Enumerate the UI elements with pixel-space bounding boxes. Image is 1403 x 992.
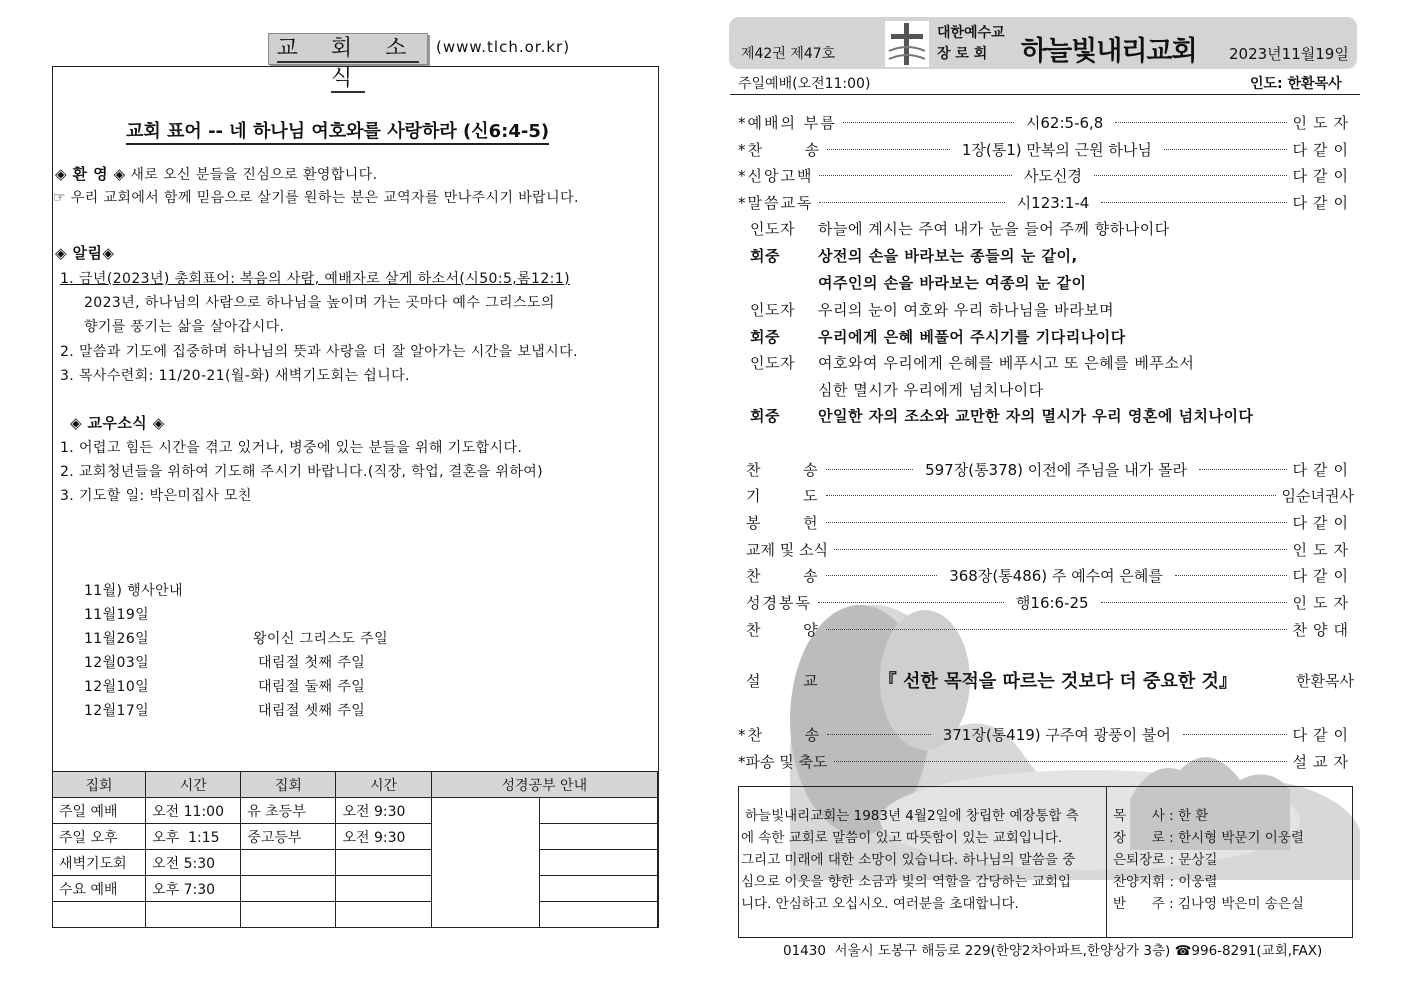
reading-who: 회중 (750, 407, 780, 425)
reading-line: 안일한 자의 조소와 교만한 자의 멸시가 우리 영혼에 넘치나이다 (818, 407, 1254, 425)
reading-line: 여호와여 우리에게 은혜를 베푸시고 또 은혜를 베푸소서 (818, 354, 1195, 372)
order-person: 다같이 (1292, 566, 1355, 585)
table-row (53, 798, 658, 824)
news-title: 교 회 소 식 (268, 33, 428, 65)
table-cell: 오전 9:30 (336, 798, 431, 824)
notice-item: 2. 말씀과 기도에 집중하며 하나님의 뜻과 사랑을 더 잘 알아가는 시간을 보냅시다. (60, 344, 578, 360)
church-info-box (738, 786, 1353, 938)
sermon-row (746, 669, 1354, 691)
order-item (746, 618, 1354, 640)
intro-line: 심으로 이웃을 향한 소금과 빛의 역할을 감당하는 교회입 (741, 874, 1071, 890)
staff-line: 장 로 : 한시형 박문기 이웅렬 (1113, 830, 1304, 846)
order-person: 다같이 (1292, 166, 1355, 185)
table-header-row (53, 772, 658, 798)
table-cell: 수요 예배 (53, 876, 146, 902)
church-name: 하늘빛내리교회 (1021, 36, 1197, 67)
members-item: 1. 어렵고 힘든 시간을 겪고 있거나, 병중에 있는 분들을 위해 기도합시다. (60, 440, 523, 456)
table-cell (241, 902, 336, 928)
order-label: *신앙고백 (738, 166, 814, 185)
table-row (53, 876, 658, 902)
members-heading: ◈ 교우소식 ◈ (70, 414, 165, 432)
info-divider (1106, 787, 1107, 937)
order-label: *예배의 부름 (738, 113, 837, 132)
table-header: 시간 (336, 772, 431, 798)
table-cell: 중고등부 (241, 824, 336, 850)
staff-line: 찬양지휘 : 이웅렬 (1113, 874, 1218, 890)
table-header: 성경공부 안내 (431, 772, 657, 798)
church-motto: 교회 표어 -- 네 하나님 여호와를 사랑하라 (신6:4-5) (126, 117, 549, 145)
reading-line: 상전의 손을 바라보는 종들의 눈 같이, (818, 247, 1078, 265)
order-person: 찬양대 (1292, 620, 1354, 639)
order-person: 인도자 (1292, 540, 1354, 559)
table-header: 집회 (53, 772, 146, 798)
order-label: 성경봉독 (746, 593, 812, 612)
event-name: 대림절 둘째 주일 (258, 679, 366, 695)
order-item (746, 458, 1354, 480)
order-person: 인도자 (1292, 113, 1354, 132)
event-date: 12월10일 (84, 679, 150, 695)
table-cell (336, 876, 431, 902)
reading-line: 우리의 눈이 여호와 우리 하나님을 바라보며 (818, 301, 1115, 319)
table-cell (241, 876, 336, 902)
table-cell (539, 824, 657, 850)
reading-who: 회중 (750, 247, 780, 265)
event-date: 11월26일 (84, 631, 150, 647)
order-person: 인도자 (1292, 593, 1355, 612)
order-person: 다같이 (1292, 725, 1354, 744)
order-person: 다같이 (1292, 193, 1355, 212)
service-leader: 인도: 한환목사 (1250, 76, 1342, 92)
notice-item: 3. 목사수련회: 11/20-21(월-화) 새벽기도회는 쉽니다. (60, 368, 410, 384)
table-cell: 오전 11:00 (146, 798, 241, 824)
staff-line: 은퇴장로 : 문상길 (1113, 852, 1218, 868)
table-header: 집회 (241, 772, 336, 798)
table-row (53, 824, 658, 850)
intro-line: 에 속한 교회로 말씀이 있고 따뜻함이 있는 교회입니다. (741, 830, 1063, 846)
reading-who: 회중 (750, 328, 780, 346)
notice-item: 향기를 풍기는 삶을 살아갑시다. (84, 319, 285, 335)
event-name: 대림절 첫째 주일 (258, 655, 366, 671)
sermon-label: 설 교 (746, 671, 820, 690)
denomination-line: 장 로 회 (937, 46, 988, 62)
church-url[interactable]: (www.tlch.or.kr) (436, 38, 571, 56)
order-detail: 371장(통419) 구주여 광풍이 불어 (942, 725, 1171, 744)
order-detail: 시62:5-6,8 (1025, 113, 1104, 132)
order-person: 다같이 (1292, 140, 1355, 159)
table-cell (241, 850, 336, 876)
table-cell (336, 850, 431, 876)
order-item (746, 538, 1354, 560)
reading-who: 인도자 (750, 301, 795, 319)
notice-item: 1. 금년(2023년) 총회표어: 복음의 사람, 예배자로 살게 하소서(시50:5,롬12:1) (60, 271, 570, 287)
order-item (738, 111, 1354, 133)
table-cell (539, 798, 657, 824)
order-detail: 사도신경 (1024, 166, 1082, 185)
order-label: 찬 송 (746, 566, 820, 585)
order-item (738, 723, 1354, 745)
table-cell: 오전 5:30 (146, 850, 241, 876)
order-detail: 597장(통378) 이전에 주님을 내가 몰라 (925, 460, 1188, 479)
event-date: 12월17일 (84, 703, 150, 719)
sermon-preacher: 한환목사 (1296, 671, 1354, 690)
event-name: 대림절 셋째 주일 (258, 703, 366, 719)
reading-who: 인도자 (750, 220, 795, 238)
order-item (738, 750, 1354, 772)
order-label: *찬 송 (738, 725, 822, 744)
order-detail: 행16:6-25 (1015, 593, 1089, 612)
intro-line: 그리고 미래에 대한 소망이 있습니다. 하나님의 말씀을 중 (741, 852, 1076, 868)
table-cell (539, 902, 657, 928)
order-person: 다같이 (1292, 460, 1354, 479)
intro-line: 하늘빛내리교회는 1983년 4월2일에 창립한 예장통합 측 (745, 808, 1079, 824)
order-detail: 1장(통1) 만복의 근원 하나님 (961, 140, 1152, 159)
order-person: 다같이 (1292, 513, 1354, 532)
reading-who: 인도자 (750, 354, 795, 372)
order-person: 설교자 (1292, 752, 1354, 771)
welcome-text: 새로 오신 분들을 진심으로 환영합니다. (130, 167, 378, 183)
order-label: 봉 헌 (746, 513, 820, 532)
service-name: 주일예배(오전11:00) (738, 76, 871, 92)
volume-number: 제42권 제47호 (741, 46, 836, 62)
denomination-line: 대한예수교 (937, 25, 1005, 41)
notice-item: 2023년, 하나님의 사람으로 하나님을 높이며 가는 곳마다 예수 그리스도의 (84, 295, 555, 311)
order-detail: 368장(통486) 주 예수여 은혜를 (949, 566, 1163, 585)
welcome-heading: ◈ 환 영 ◈ (55, 165, 126, 183)
welcome-note: ☞ 우리 교회에서 함께 믿음으로 살기를 원하는 분은 교역자를 만나주시기 바랍니다. (53, 190, 579, 206)
order-item (746, 564, 1354, 586)
event-name: 왕이신 그리스도 주일 (253, 631, 389, 647)
order-label: *파송 및 축도 (738, 752, 828, 771)
order-person: 임순녀권사 (1281, 486, 1354, 505)
table-row (53, 902, 658, 928)
reading-line: 우리에게 은혜 베풀어 주시기를 기다리나이다 (818, 328, 1126, 346)
order-item (746, 484, 1354, 506)
bulletin-header (729, 17, 1357, 69)
sermon-title: 『 선한 목적을 따르는 것보다 더 중요한 것』 (878, 671, 1237, 692)
order-label: *찬 송 (738, 140, 822, 159)
table-cell: 주일 오후 (53, 824, 146, 850)
order-label: 기 도 (746, 486, 820, 505)
order-label: 교제 및 소식 (746, 540, 828, 559)
order-detail: 시123:1-4 (1016, 193, 1090, 212)
table-row (53, 850, 658, 876)
events-heading: 11월) 행사안내 (84, 583, 183, 599)
bulletin-date: 2023년11월19일 (1229, 45, 1349, 63)
church-cross-logo-icon (885, 21, 929, 67)
table-cell: 주일 예배 (53, 798, 146, 824)
table-cell (336, 902, 431, 928)
order-item (738, 138, 1354, 160)
order-item (738, 191, 1354, 213)
table-cell: 오후 7:30 (146, 876, 241, 902)
table-cell (146, 902, 241, 928)
order-item (746, 591, 1354, 613)
reading-line: 심한 멸시가 우리에게 넘치나이다 (818, 381, 1044, 399)
order-label: 찬 양 (746, 620, 820, 639)
table-cell: 새벽기도회 (53, 850, 146, 876)
order-item (746, 511, 1354, 533)
event-date: 12월03일 (84, 655, 150, 671)
table-cell: 유 초등부 (241, 798, 336, 824)
notice-heading: ◈ 알림◈ (55, 244, 115, 262)
staff-line: 목 사 : 한 환 (1113, 808, 1209, 824)
table-cell (53, 902, 146, 928)
table-cell (539, 850, 657, 876)
order-label: *말씀교독 (738, 193, 814, 212)
order-label: 찬 송 (746, 460, 820, 479)
denomination (937, 23, 1005, 65)
header-divider (730, 94, 1360, 95)
table-cell: 오후 1:15 (146, 824, 241, 850)
schedule-table (52, 771, 658, 928)
table-header: 시간 (146, 772, 241, 798)
welcome-line (55, 163, 377, 184)
table-cell (539, 876, 657, 902)
reading-line: 하늘에 계시는 주여 내가 눈을 들어 주께 향하나이다 (818, 220, 1170, 238)
members-item: 3. 기도할 일: 박은미집사 모친 (60, 488, 252, 504)
order-item (738, 164, 1354, 186)
intro-line: 니다. 안심하고 오십시오. 여러분을 초대합니다. (741, 896, 1019, 912)
table-cell: 오전 9:30 (336, 824, 431, 850)
staff-line: 반 주 : 김나영 박은미 송은실 (1113, 896, 1304, 912)
church-address: 01430 서울시 도봉구 해등로 229(한양2차아파트,한양상가 3층) ☎996-8291(교회,FAX) (783, 943, 1323, 959)
members-item: 2. 교회청년들을 위하여 기도해 주시기 바랍니다.(직장, 학업, 결혼을 위하여) (60, 464, 544, 480)
reading-line: 여주인의 손을 바라보는 여종의 눈 같이 (818, 274, 1087, 292)
event-date: 11월19일 (84, 607, 150, 623)
table-cell (431, 798, 539, 928)
